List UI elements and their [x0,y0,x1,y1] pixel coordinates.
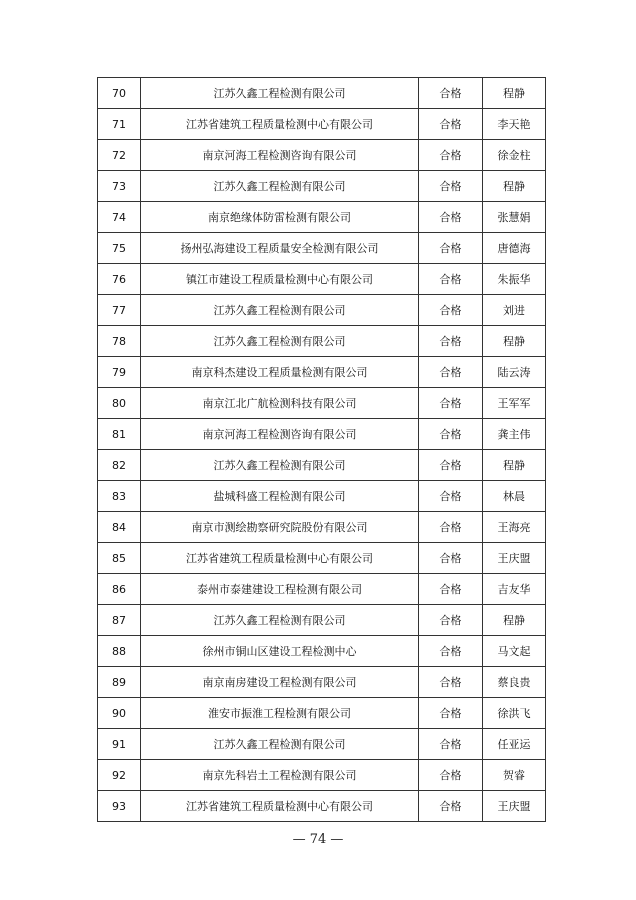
inspector-name-cell: 王军军 [483,388,546,419]
inspector-name-cell: 刘进 [483,295,546,326]
inspector-name-cell: 吉友华 [483,574,546,605]
row-number-cell: 81 [98,419,141,450]
table-row [98,543,546,574]
table-row [98,326,546,357]
row-number-cell: 86 [98,574,141,605]
row-number-cell: 72 [98,140,141,171]
table-row [98,791,546,822]
result-cell: 合格 [419,109,483,140]
result-cell: 合格 [419,171,483,202]
row-number-cell: 83 [98,481,141,512]
result-cell: 合格 [419,233,483,264]
table-row [98,698,546,729]
company-cell: 南京市测绘勘察研究院股份有限公司 [141,512,419,543]
company-cell: 南京绝缘体防雷检测有限公司 [141,202,419,233]
company-cell: 江苏久鑫工程检测有限公司 [141,605,419,636]
inspector-name-cell: 王庆盟 [483,791,546,822]
result-cell: 合格 [419,512,483,543]
result-cell: 合格 [419,419,483,450]
table-row [98,171,546,202]
table-row [98,109,546,140]
row-number-cell: 90 [98,698,141,729]
row-number-cell: 71 [98,109,141,140]
result-cell: 合格 [419,295,483,326]
inspector-name-cell: 任亚运 [483,729,546,760]
inspector-name-cell: 徐金柱 [483,140,546,171]
table-row [98,264,546,295]
inspector-name-cell: 龚主伟 [483,419,546,450]
result-cell: 合格 [419,481,483,512]
inspector-name-cell: 张慧娟 [483,202,546,233]
inspector-name-cell: 林晨 [483,481,546,512]
table-row [98,419,546,450]
table-row [98,636,546,667]
inspector-name-cell: 朱振华 [483,264,546,295]
row-number-cell: 92 [98,760,141,791]
table-body [98,78,546,822]
row-number-cell: 93 [98,791,141,822]
inspector-name-cell: 马文起 [483,636,546,667]
company-cell: 江苏久鑫工程检测有限公司 [141,729,419,760]
table-row [98,202,546,233]
row-number-cell: 80 [98,388,141,419]
company-cell: 泰州市泰建建设工程检测有限公司 [141,574,419,605]
company-cell: 江苏省建筑工程质量检测中心有限公司 [141,109,419,140]
result-cell: 合格 [419,574,483,605]
result-cell: 合格 [419,636,483,667]
table-row [98,388,546,419]
row-number-cell: 89 [98,667,141,698]
inspector-name-cell: 王海亮 [483,512,546,543]
company-cell: 江苏久鑫工程检测有限公司 [141,171,419,202]
row-number-cell: 91 [98,729,141,760]
result-cell: 合格 [419,202,483,233]
inspector-name-cell: 程静 [483,326,546,357]
table-row [98,729,546,760]
table-row [98,574,546,605]
row-number-cell: 87 [98,605,141,636]
table-row [98,78,546,109]
inspector-name-cell: 王庆盟 [483,543,546,574]
row-number-cell: 84 [98,512,141,543]
result-cell: 合格 [419,357,483,388]
table-row [98,760,546,791]
company-cell: 盐城科盛工程检测有限公司 [141,481,419,512]
table-row [98,667,546,698]
result-cell: 合格 [419,760,483,791]
company-cell: 扬州弘海建设工程质量安全检测有限公司 [141,233,419,264]
company-cell: 江苏久鑫工程检测有限公司 [141,78,419,109]
result-cell: 合格 [419,543,483,574]
result-cell: 合格 [419,791,483,822]
row-number-cell: 77 [98,295,141,326]
table-row [98,357,546,388]
page-number: — 74 — [292,832,344,847]
row-number-cell: 76 [98,264,141,295]
company-cell: 南京科杰建设工程质量检测有限公司 [141,357,419,388]
company-cell: 江苏久鑫工程检测有限公司 [141,295,419,326]
row-number-cell: 74 [98,202,141,233]
result-cell: 合格 [419,140,483,171]
table-row [98,481,546,512]
row-number-cell: 88 [98,636,141,667]
inspector-name-cell: 徐洪飞 [483,698,546,729]
company-cell: 镇江市建设工程质量检测中心有限公司 [141,264,419,295]
table-row [98,512,546,543]
inspector-name-cell: 程静 [483,171,546,202]
company-cell: 南京江北广航检测科技有限公司 [141,388,419,419]
result-cell: 合格 [419,698,483,729]
result-cell: 合格 [419,388,483,419]
inspection-results-table [97,77,546,822]
inspector-name-cell: 李天艳 [483,109,546,140]
table-row [98,295,546,326]
company-cell: 江苏省建筑工程质量检测中心有限公司 [141,791,419,822]
company-cell: 南京河海工程检测咨询有限公司 [141,419,419,450]
result-cell: 合格 [419,78,483,109]
company-cell: 淮安市振淮工程检测有限公司 [141,698,419,729]
inspector-name-cell: 程静 [483,450,546,481]
company-cell: 南京先科岩土工程检测有限公司 [141,760,419,791]
table-row [98,140,546,171]
company-cell: 江苏久鑫工程检测有限公司 [141,450,419,481]
row-number-cell: 82 [98,450,141,481]
company-cell: 江苏省建筑工程质量检测中心有限公司 [141,543,419,574]
row-number-cell: 85 [98,543,141,574]
table-row [98,233,546,264]
inspector-name-cell: 程静 [483,605,546,636]
company-cell: 江苏久鑫工程检测有限公司 [141,326,419,357]
inspector-name-cell: 唐德海 [483,233,546,264]
company-cell: 南京南房建设工程检测有限公司 [141,667,419,698]
result-cell: 合格 [419,326,483,357]
row-number-cell: 75 [98,233,141,264]
company-cell: 徐州市铜山区建设工程检测中心 [141,636,419,667]
table-row [98,605,546,636]
inspector-name-cell: 陆云涛 [483,357,546,388]
result-cell: 合格 [419,264,483,295]
result-cell: 合格 [419,450,483,481]
row-number-cell: 78 [98,326,141,357]
result-cell: 合格 [419,605,483,636]
table-row [98,450,546,481]
inspector-name-cell: 蔡良贵 [483,667,546,698]
row-number-cell: 70 [98,78,141,109]
company-cell: 南京河海工程检测咨询有限公司 [141,140,419,171]
inspector-name-cell: 贺睿 [483,760,546,791]
inspector-name-cell: 程静 [483,78,546,109]
row-number-cell: 73 [98,171,141,202]
result-cell: 合格 [419,729,483,760]
result-cell: 合格 [419,667,483,698]
row-number-cell: 79 [98,357,141,388]
